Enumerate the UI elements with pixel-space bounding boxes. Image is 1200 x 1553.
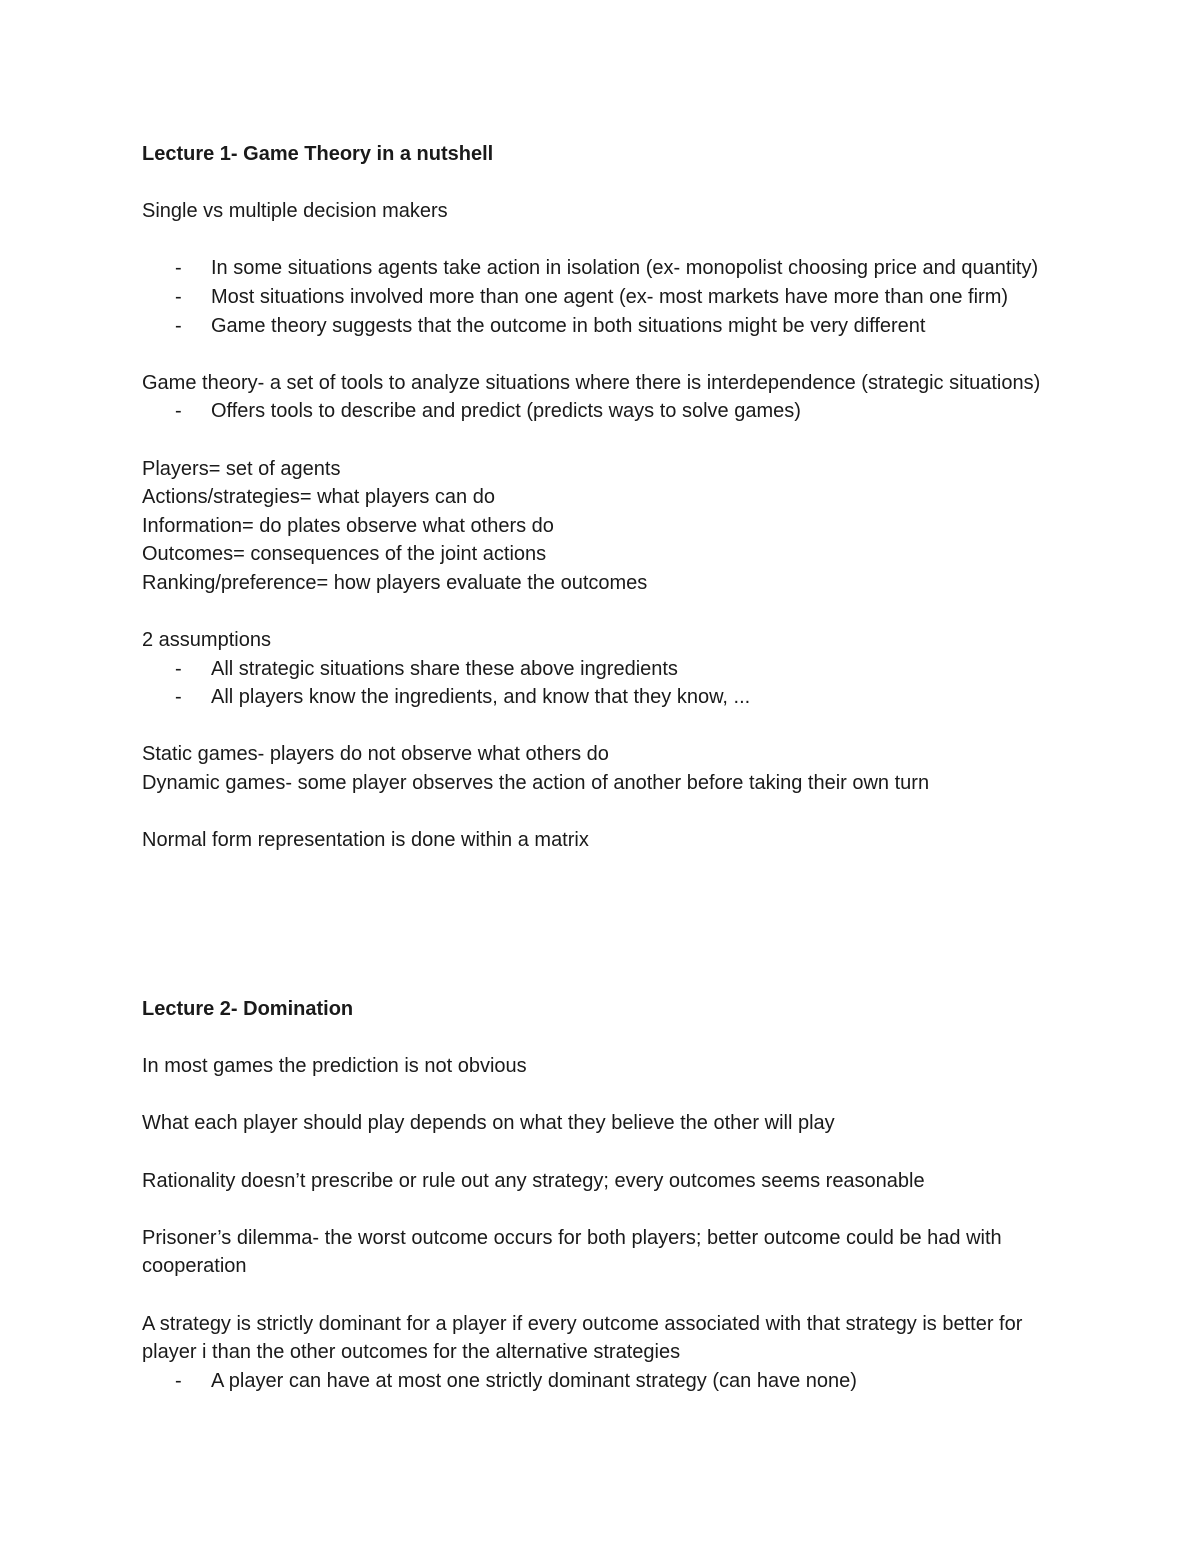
assumptions-title: 2 assumptions [142, 629, 271, 652]
paragraph: A strategy is strictly dominant for a player if every outcome associated with that strategy is better for player i than the other outcomes for the alternative strategies [142, 1312, 1023, 1364]
static-games: Static games- players do not observe what others do [142, 743, 609, 766]
ingredient-players: Players= set of agents [142, 457, 341, 480]
definition-bullet-list [142, 397, 1042, 426]
dash-marker: - [175, 1369, 182, 1392]
list-item-text: Game theory suggests that the outcome in both situations might be very different [211, 314, 926, 337]
normal-form-note: Normal form representation is done within a matrix [142, 829, 589, 852]
lecture-2-title: Lecture 2- Domination [142, 998, 354, 1020]
dash-marker: - [175, 400, 182, 423]
paragraph: What each player should play depends on what they believe the other will play [142, 1112, 835, 1135]
list-item-text: All strategic situations share these above ingredients [211, 657, 678, 680]
list-item [142, 397, 1042, 426]
paragraph: Rationality doesn’t prescribe or rule out any strategy; every outcomes seems reasonable [142, 1169, 925, 1192]
list-item [142, 1367, 1042, 1396]
dash-marker: - [175, 657, 182, 680]
list-item-text: Offers tools to describe and predict (predicts ways to solve games) [211, 400, 801, 423]
lecture-2-section [142, 995, 1042, 1395]
dash-marker: - [175, 257, 182, 280]
list-item [142, 683, 1042, 712]
lecture-1-bullet-list [142, 254, 1042, 340]
list-item-text: Most situations involved more than one agent (ex- most markets have more than one firm) [211, 285, 1009, 308]
ingredient-actions: Actions/strategies= what players can do [142, 486, 495, 509]
list-item [142, 312, 1042, 341]
dynamic-games: Dynamic games- some player observes the action of another before taking their own turn [142, 772, 930, 795]
list-item-text: All players know the ingredients, and know that they know, ... [211, 686, 751, 709]
list-item [142, 254, 1042, 283]
list-item-text: In some situations agents take action in isolation (ex- monopolist choosing price and quantity) [211, 257, 1039, 280]
game-theory-definition: Game theory- a set of tools to analyze situations where there is interdependence (strategic situations) [142, 371, 1041, 394]
ingredient-outcomes: Outcomes= consequences of the joint actions [142, 543, 547, 566]
dash-marker: - [175, 314, 182, 337]
list-item [142, 655, 1042, 684]
ingredient-ranking: Ranking/preference= how players evaluate the outcomes [142, 571, 648, 594]
lecture-1-section [142, 140, 1042, 855]
lecture-1-intro: Single vs multiple decision makers [142, 200, 448, 223]
dash-marker: - [175, 285, 182, 308]
paragraph: In most games the prediction is not obvious [142, 1055, 527, 1078]
ingredient-information: Information= do plates observe what others do [142, 514, 554, 537]
paragraph: Prisoner’s dilemma- the worst outcome occurs for both players; better outcome could be had with cooperation [142, 1226, 1002, 1278]
dash-marker: - [175, 686, 182, 709]
assumptions-list [142, 655, 1042, 712]
lecture-1-title: Lecture 1- Game Theory in a nutshell [142, 143, 494, 165]
list-item [142, 283, 1042, 312]
list-item-text: A player can have at most one strictly dominant strategy (can have none) [211, 1369, 857, 1392]
dominant-strategy-list [142, 1367, 1042, 1396]
